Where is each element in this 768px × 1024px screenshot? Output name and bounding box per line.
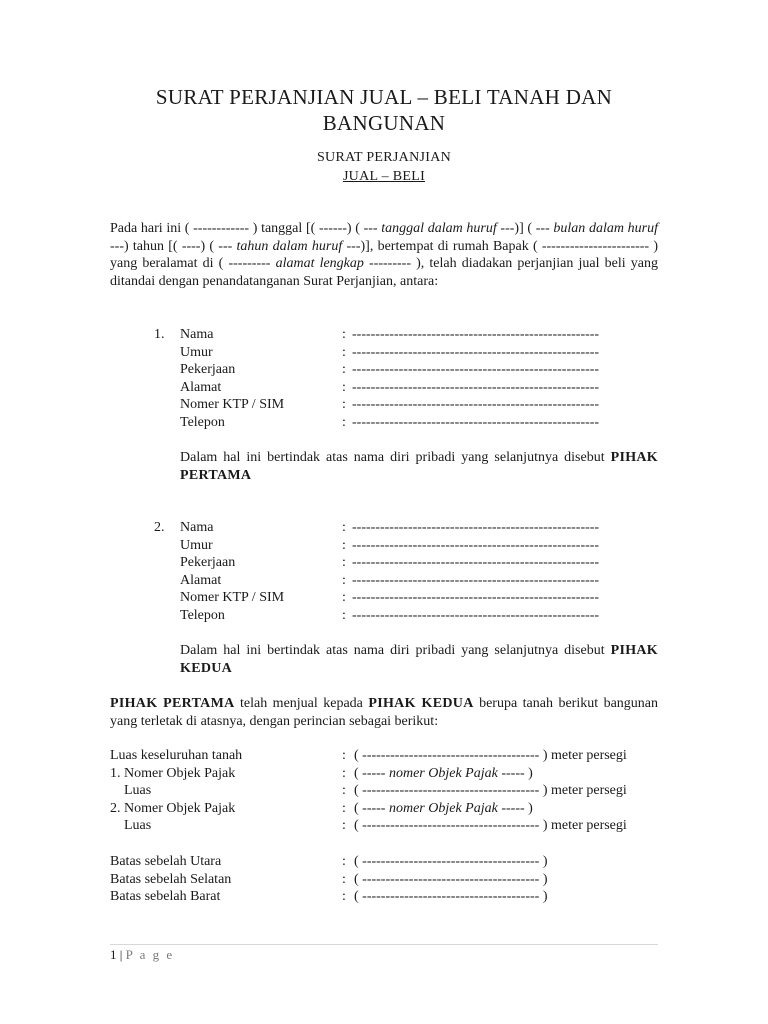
boundary-label: Batas sebelah Utara [110,854,222,869]
party-1-note [180,449,658,484]
property-value: ( ----- nomer Objek Pajak ----- ) [354,800,533,816]
field-colon: : [342,537,346,553]
party-2-fields [110,519,658,625]
page-separator: | [116,947,126,962]
property-value: ( ----- nomer Objek Pajak ----- ) [354,765,533,781]
property-row [110,747,670,765]
field-colon: : [342,327,346,342]
field-colon: : [342,397,346,413]
party-role-label: PIHAK KEDUA [180,643,658,676]
property-value: ( -------------------------------------- ) meter persegi [354,818,627,834]
page-footer [110,947,174,963]
party-field-row [110,344,658,362]
subtitle-underlined-text: JUAL – BELI [342,169,426,184]
field-colon: : [342,590,346,606]
field-blank: ----------------------------------------------------- [352,607,600,623]
title-line-2: BANGUNAN [322,111,446,135]
field-label: Telepon [180,607,225,623]
boundary-row [110,871,670,889]
field-blank: ----------------------------------------------------- [352,590,600,606]
intro-text-2: ---)] ( --- [496,221,554,236]
property-label: 2. Nomer Objek Pajak [110,800,236,816]
intro-text-1: Pada hari ini ( ------------ ) tanggal [( ------) ( --- [110,221,382,236]
property-value: ( -------------------------------------- ) meter persegi [354,748,627,763]
boundary-details [110,853,670,906]
property-row [110,800,670,818]
property-label: Luas [110,783,152,799]
boundary-colon: : [342,871,346,887]
statement-text-1: telah menjual kepada [234,696,369,711]
property-colon: : [342,765,346,781]
party-1-fields [110,326,658,432]
party-field-row [110,554,658,572]
property-row [110,782,670,800]
field-blank: ----------------------------------------------------- [352,362,600,378]
page-number: 1 [110,947,117,962]
field-label: Pekerjaan [180,555,236,571]
field-colon: : [342,607,346,623]
property-label: 1. Nomer Objek Pajak [110,765,236,781]
party-field-row [110,519,658,537]
field-colon: : [342,520,346,535]
intro-italic-year: tahun dalam huruf [236,238,343,254]
party-note-text: Dalam hal ini bertindak atas nama diri pribadi yang selanjutnya disebut [180,643,611,658]
party-field-row [110,326,658,344]
field-colon: : [342,344,346,360]
boundary-row [110,888,670,906]
field-label: Nama [180,327,214,342]
intro-italic-address: alamat lengkap [275,256,364,272]
property-label: Luas keseluruhan tanah [110,748,243,763]
party-number: 2. [154,520,165,535]
field-blank: ----------------------------------------------------- [352,414,600,430]
field-blank: ----------------------------------------------------- [352,537,600,553]
intro-text-5: --------- ), telah diadakan perjanjian jual beli yang ditandai dengan penandatanganan Surat Perjanjian, antara: [110,256,658,289]
field-blank: ----------------------------------------------------- [352,520,600,535]
field-label: Pekerjaan [180,362,236,378]
property-row [110,817,670,835]
party-number: 1. [154,327,165,342]
field-blank: ----------------------------------------------------- [352,397,600,413]
field-colon: : [342,572,346,588]
field-label: Umur [180,344,213,360]
boundary-label: Batas sebelah Barat [110,889,221,905]
field-label: Alamat [180,379,222,395]
party-field-row [110,607,658,625]
boundary-value: ( -------------------------------------- ) [354,889,548,905]
statement-party-2: PIHAK KEDUA [368,696,474,711]
field-blank: ----------------------------------------------------- [352,555,600,571]
party-field-row [110,572,658,590]
boundary-value: ( -------------------------------------- ) [354,871,548,887]
statement-party-1: PIHAK PERTAMA [110,696,235,711]
field-colon: : [342,555,346,571]
property-label: Luas [110,818,152,834]
party-role-label: PIHAK PERTAMA [180,450,658,483]
field-colon: : [342,379,346,395]
field-label: Nomer KTP / SIM [180,590,285,606]
boundary-colon: : [342,889,346,905]
property-colon: : [342,818,346,834]
field-label: Alamat [180,572,222,588]
subtitle: SURAT PERJANJIAN [316,150,452,165]
property-colon: : [342,748,346,763]
footer-divider [110,944,658,945]
field-blank: ----------------------------------------------------- [352,572,600,588]
party-field-row [110,396,658,414]
field-colon: : [342,362,346,378]
party-field-row [110,361,658,379]
subtitle-underlined [110,169,658,185]
party-2-note [180,642,658,677]
intro-text-4: ---)], bertempat di rumah Bapak ( ----------------------- ) yang beralamat di ( --------- [110,238,658,272]
field-blank: ----------------------------------------------------- [352,327,600,342]
boundary-value: ( -------------------------------------- ) [354,854,548,869]
boundary-row [110,853,670,871]
field-label: Nomer KTP / SIM [180,397,285,413]
intro-paragraph [110,220,658,290]
field-label: Nama [180,520,214,535]
field-colon: : [342,414,346,430]
boundary-label: Batas sebelah Selatan [110,871,232,887]
intro-text-3: ---) tahun [( ----) ( --- [110,238,237,254]
page-label: P a g e [125,947,175,962]
intro-italic-month: bulan dalam huruf [553,221,658,236]
title-line-1: SURAT PERJANJIAN JUAL – BELI TANAH DAN [155,85,613,109]
party-field-row [110,589,658,607]
property-row [110,765,670,783]
field-label: Umur [180,537,213,553]
field-blank: ----------------------------------------------------- [352,379,600,395]
statement-text-2: berupa tanah berikut bangunan yang terletak di atasnya, dengan perincian sebagai berikut: [110,696,659,729]
document-title [110,84,658,136]
property-colon: : [342,800,346,816]
property-colon: : [342,783,346,799]
party-field-row [110,379,658,397]
property-details [110,747,670,835]
party-field-row [110,414,658,432]
sale-statement [110,695,658,730]
property-value: ( -------------------------------------- ) meter persegi [354,783,627,799]
intro-italic-date: tanggal dalam huruf [381,221,497,236]
field-blank: ----------------------------------------------------- [352,344,600,360]
field-label: Telepon [180,414,225,430]
party-note-text: Dalam hal ini bertindak atas nama diri pribadi yang selanjutnya disebut [180,450,611,465]
party-field-row [110,537,658,555]
boundary-colon: : [342,854,346,869]
